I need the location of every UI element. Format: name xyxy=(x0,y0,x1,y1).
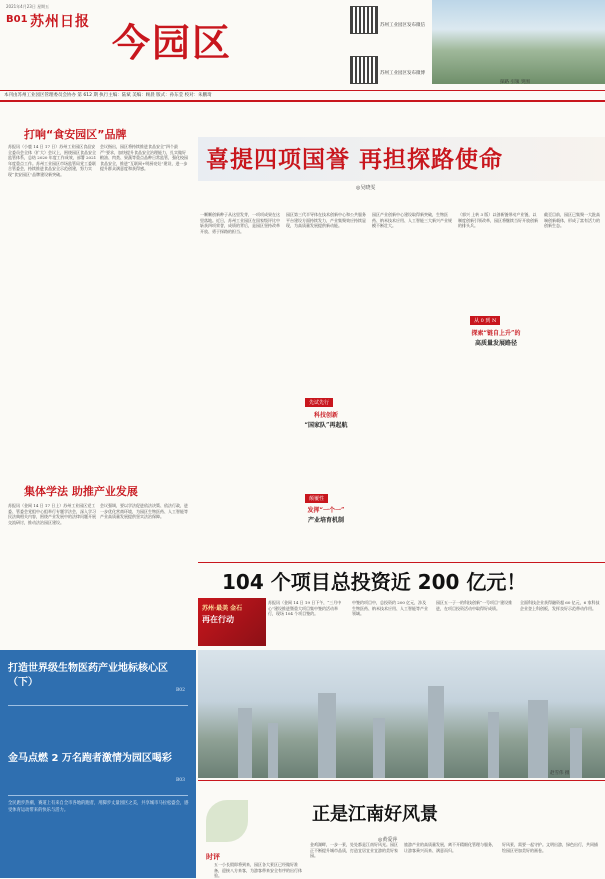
event-badge-line1: 苏州·最美 金石 xyxy=(202,605,243,612)
teaser-divider xyxy=(8,705,188,706)
story1-body-col1: 苏报讯（小鹿 14 日 17 日）苏州工业园区食品安全委员会全体（扩大）会议上，围绕园区食品安全监管体系，总结 2020 年度工作成效，部署 2021 年度重点工作。苏州工业园区市场监管局党工委联合管委会，持续推进食品安全示范创建，努力实现“食安园区”品牌建设新突破。 xyxy=(8,144,97,177)
teaser-divider xyxy=(8,795,188,796)
main-headline: 喜提四项国誉 再担探路使命 xyxy=(206,146,504,173)
newspaper-name: 苏州日报 xyxy=(30,14,90,30)
leaf-decoration xyxy=(206,800,248,842)
main-column-4: （郭兴 上转 3 版）以创新链带动产业链，以制度创新引领改革，园区将继续当好开放创新的排头兵。 xyxy=(458,212,538,228)
teaser-page-1: B02 xyxy=(176,688,186,693)
masthead-rule-bottom xyxy=(0,100,605,102)
subhead-tag-1: 先试先行 xyxy=(305,398,333,407)
city-skyline-photo xyxy=(198,650,605,778)
story2-body-col2: 会议强调，要以学法促进依法决策、依法行政，进一步优化营商环境，为园区生物医药、人工智能等产业高质量发展提供坚实法治保障。 xyxy=(100,503,188,519)
teaser-page-2: B03 xyxy=(176,778,186,783)
edition-info: 本刊由苏州工业园区管理委员会协办 第 612 期 执行主编：陆斌 美编：顾晨 版式：孙东莹 校对：朱鹏琦 xyxy=(4,93,212,98)
main-column-5: 截至目前，园区已集聚一大批高端创新载体，形成了富有活力的创新生态。 xyxy=(544,212,600,228)
story2-body-col1: 苏报讯（金网 14 日 17 日上）苏州工业园区党工委、管委会党组中心组举行专题学法会，深入学习民法典相关内容，围绕产业发展中的法律问题开展交流研讨，推动法治园区建设。 xyxy=(8,503,96,525)
commentary-badge: 时评 xyxy=(206,852,220,861)
section3-headline: 正是江南好风景 xyxy=(312,804,438,825)
subhead-tag-2: 颠覆性 xyxy=(305,494,328,503)
weibo-qr-label: 苏州工业园区发布微博 xyxy=(380,71,425,76)
weibo-qr-code xyxy=(350,56,378,84)
section3-column-4: 好风景，需要一起守护。文明出游，绿色出行，共同描绘园区更加美好的画卷。 xyxy=(502,842,598,853)
subhead-1-line1: 科技创新 xyxy=(313,412,338,419)
story2-title: 集体学法 助推产业发展 xyxy=(24,485,138,498)
section3-column-3: 旅游产业的高质量发展，离不开精细化管理与服务，让游客乘兴而来、满意而归。 xyxy=(404,842,496,853)
section3-byline: ◎黄爱萍 xyxy=(378,837,398,843)
teaser-title-1[interactable]: 打造世界级生物医药产业地标核心区（下） xyxy=(8,663,168,688)
main-byline: ◎吴晓雯 xyxy=(356,185,376,191)
event-badge-line2: 再在行动 xyxy=(202,614,234,624)
photo-credit: 赵雪伟 摄 xyxy=(550,771,570,776)
main-column-1: 一颗颗创新种子从这里发芽，一项项成果在这里落地。近日，苏州工业园区在国家级评比中斩获四项荣誉，成绩的背后，是园区坚持改革开放、勇于探路的担当。 xyxy=(200,212,280,234)
subhead-3-line1: 探索“链自上升”的 xyxy=(471,330,521,337)
section-title: 今园区 xyxy=(112,21,233,65)
subhead-1-line2: “国家队”再起航 xyxy=(304,422,348,429)
teaser-text: 全民跑步热潮，赛道上有来自全市各地的跑者，用脚步丈量园区之美，共享城市马拉松盛会，感受体育运动带来的快乐与活力。 xyxy=(8,801,189,813)
teaser-title-2[interactable]: 金马点燃 2 万名跑者激情为园区喝彩 xyxy=(8,753,172,764)
story1-title: 打响“食安园区”品牌 xyxy=(24,128,127,141)
subhead-2-line1: 发挥“一个一” xyxy=(307,507,345,514)
section2-headline: 104 个项目总投资近 200 亿元！ xyxy=(222,570,527,594)
section2-column-4: 全面科技企业获得融资超 60 亿元，6 家科技企业登上科创板，发挥良好示范带动作用。 xyxy=(520,600,600,611)
subhead-2-line2: 产业培育机制 xyxy=(307,517,344,524)
section-divider xyxy=(198,780,605,781)
section-divider xyxy=(198,562,605,563)
section3-column-2: 金鸡湖畔，一步一景，处处都是江南好风光。园区正不断提升城市品质，打造宜居宜业宜游的美好家园。 xyxy=(310,842,398,858)
page-number: B01 xyxy=(6,14,28,25)
masthead-photo xyxy=(432,0,605,84)
story1-body-col2: 会议指出，园区将持续推进食品安全“四个最严”要求，加快提升食品安全治理能力，扎实做好粮油、肉类、果蔬等重点品种日常监管，强化校园食品安全，推进“互联网+明厨亮灶”建设，进一步提升群众满意度和获得感。 xyxy=(100,144,188,171)
subhead-3-line2: 高质量发展路径 xyxy=(474,340,517,347)
masthead-slogan: 探路 引领 突围 xyxy=(500,80,530,85)
section2-column-2: 中签约项目中，总投资约 200 亿元，涉及生物医药、纳米技术应用、人工智能等产业领域。 xyxy=(352,600,428,616)
issue-date: 2021年4月23日 星期五 xyxy=(6,4,50,9)
section3-column-1: 五一小长假即将到来，园区各大景区已经做好准备，迎接八方来客，为游客带来安全有序的出行体验。 xyxy=(214,862,302,878)
section2-column-3: 园区五一子一的科技创新“一号项目”建设推进，在项目投资活动中取得好成绩。 xyxy=(436,600,513,611)
main-column-3: 园区产业创新中心建设取得新突破，生物医药、纳米技术应用、人工智能三大新兴产业规模不断壮大。 xyxy=(372,212,452,228)
wechat-qr-label: 苏州工业园区发布微信 xyxy=(380,23,425,28)
main-column-2: 园区第三代半导体在技术创新中心和公共服务平台建设方面持续发力，产业集聚效应持续显现，为高质量发展提供新动能。 xyxy=(286,212,366,228)
wechat-qr-code xyxy=(350,6,378,34)
section2-column-1: 苏报讯（金网 14 日 19 日下午，“三月中心”建设推进暨重大项目集中签约活动举行，现场 104 个项目签约。 xyxy=(268,600,342,616)
subhead-tag-3: 从 0 到 N xyxy=(470,316,500,325)
masthead-rule xyxy=(0,90,605,91)
